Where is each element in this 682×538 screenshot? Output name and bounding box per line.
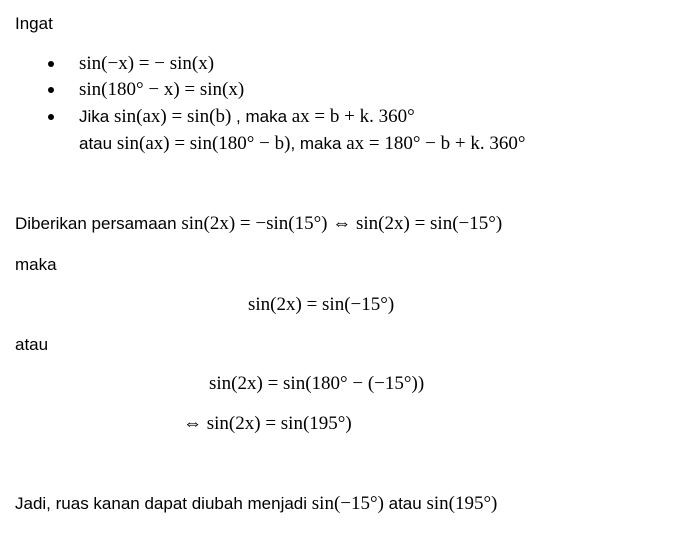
conclusion-text-1: Jadi, ruas kanan dapat diubah menjadi — [15, 494, 312, 513]
given-text: Diberikan persamaan — [15, 214, 182, 233]
conclusion — [15, 492, 497, 516]
bullet-icon — [48, 114, 54, 120]
rule-cont-lead: atau — [79, 134, 117, 153]
given-equation — [15, 212, 502, 236]
given-math: sin(2x) = −sin(15°) ⇔ sin(2x) = sin(−15°) — [181, 213, 503, 234]
rule-general-solution — [79, 105, 415, 129]
atau-label: atau — [15, 335, 49, 354]
rule-lead: Jika — [79, 107, 114, 126]
bullet-icon — [48, 61, 54, 67]
rule-mid: , maka — [231, 107, 292, 126]
rule-general-solution-cont — [79, 132, 525, 156]
rule-math-1: sin(ax) = sin(b) — [113, 106, 232, 127]
conclusion-math-1: sin(−15°) — [311, 493, 384, 514]
rule-math-2: ax = b + k. 360° — [291, 106, 415, 127]
maka-label: maka — [15, 255, 57, 274]
bullet-icon — [48, 87, 54, 93]
rule-cont-mid: , maka — [290, 134, 347, 153]
equation-3: ⇔ sin(2x) = sin(195°) — [183, 413, 352, 434]
rule-sin-supplement: sin(180° − x) = sin(x) — [79, 79, 245, 100]
note-heading: Ingat — [15, 14, 53, 33]
rule-cont-math-2: ax = 180° − b + k. 360° — [346, 133, 526, 154]
rule-sin-negative: sin(−x) = − sin(x) — [79, 53, 215, 74]
conclusion-text-2: atau — [383, 494, 427, 513]
conclusion-math-2: sin(195°) — [426, 493, 498, 514]
equation-1: sin(2x) = sin(−15°) — [248, 294, 395, 315]
equation-2: sin(2x) = sin(180° − (−15°)) — [209, 373, 425, 394]
rule-cont-math-1: sin(ax) = sin(180° − b) — [116, 133, 291, 154]
